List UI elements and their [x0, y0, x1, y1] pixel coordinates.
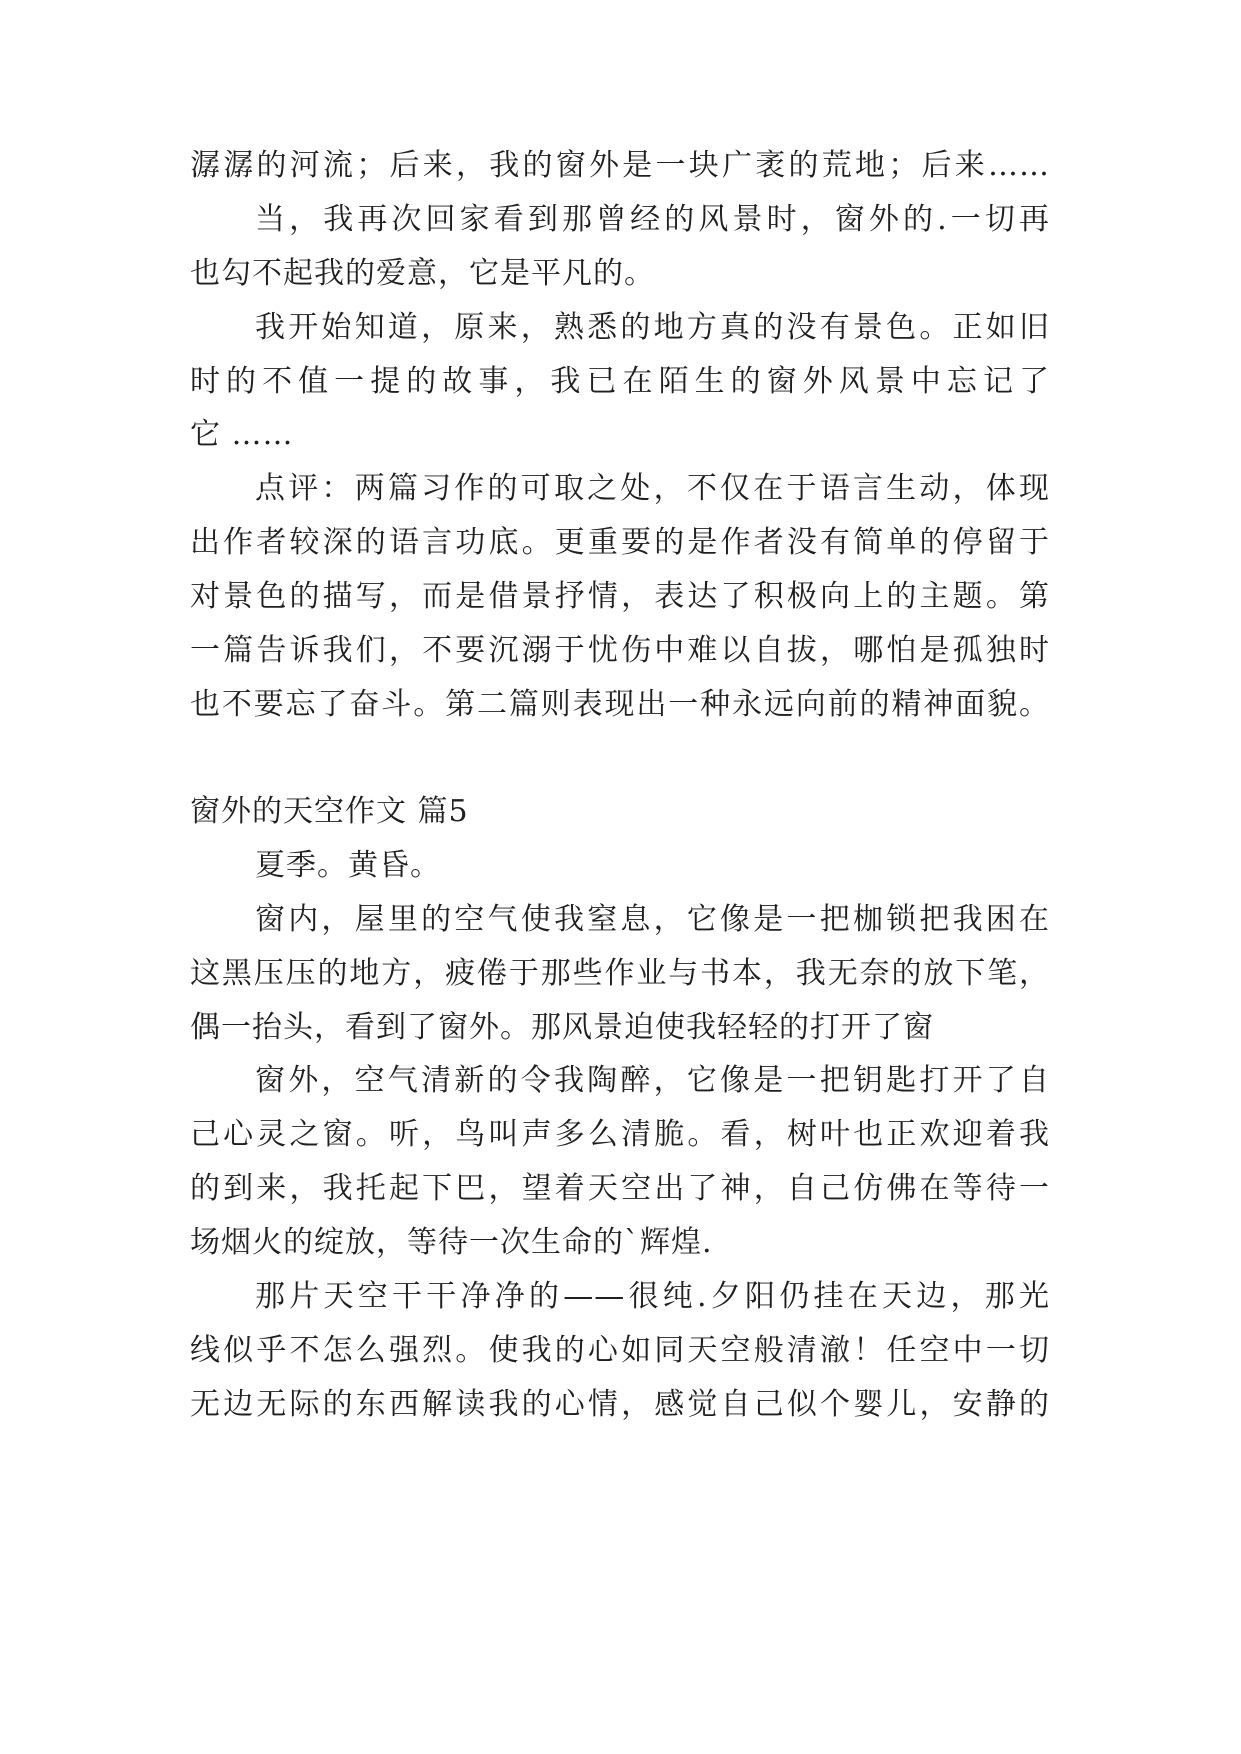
paragraph-line: 我开始知道，原来，熟悉的地方真的没有景色。正如旧 [255, 310, 1050, 345]
paragraph-line: 出作者较深的语言功底。更重要的是作者没有简单的停留于 [190, 525, 1050, 560]
paragraph-line: 线似乎不怎么强烈。使我的心如同天空般清澈！任空中一切 [190, 1333, 1050, 1368]
paragraph-line: 它 …… [190, 417, 294, 452]
paragraph-line: 偶一抬头，看到了窗外。那风景迫使我轻轻的打开了窗 [190, 1010, 934, 1045]
section-heading: 窗外的天空作文 篇5 [190, 794, 469, 829]
paragraph-line: 己心灵之窗。听，鸟叫声多么清脆。看，树叶也正欢迎着我 [190, 1117, 1050, 1152]
paragraph-line: 时的不值一提的故事，我已在陌生的窗外风景中忘记了 [190, 364, 1050, 399]
paragraph-line: 点评：两篇习作的可取之处，不仅在于语言生动，体现 [255, 471, 1050, 506]
paragraph-line: 场烟火的绽放，等待一次生命的`辉煌. [190, 1225, 713, 1260]
paragraph-line: 当，我再次回家看到那曾经的风景时，窗外的.一切再 [255, 202, 1050, 237]
paragraph-line: 夏季。黄昏。 [255, 848, 441, 883]
paragraph-line: 对景色的描写，而是借景抒情，表达了积极向上的主题。第 [190, 579, 1050, 614]
paragraph-line: 一篇告诉我们，不要沉溺于忧伤中难以自拔，哪怕是孤独时 [190, 633, 1050, 668]
paragraph-line: 的到来，我托起下巴，望着天空出了神，自己仿佛在等待一 [190, 1171, 1050, 1206]
paragraph-line: 潺潺的河流；后来，我的窗外是一块广袤的荒地；后来…… [190, 148, 1050, 183]
paragraph-line: 窗外，空气清新的令我陶醉，它像是一把钥匙打开了自 [255, 1063, 1050, 1098]
paragraph-line: 窗内，屋里的空气使我窒息，它像是一把枷锁把我困在 [255, 902, 1050, 937]
paragraph-line: 这黑压压的地方，疲倦于那些作业与书本，我无奈的放下笔， [190, 956, 1050, 991]
paragraph-line: 那片天空干干净净的——很纯.夕阳仍挂在天边，那光 [255, 1279, 1050, 1314]
paragraph-line: 无边无际的东西解读我的心情，感觉自己似个婴儿，安静的 [190, 1387, 1050, 1422]
paragraph-line: 也不要忘了奋斗。第二篇则表现出一种永远向前的精神面貌。 [190, 687, 1050, 722]
paragraph-line: 也勾不起我的爱意，它是平凡的。 [190, 256, 655, 291]
